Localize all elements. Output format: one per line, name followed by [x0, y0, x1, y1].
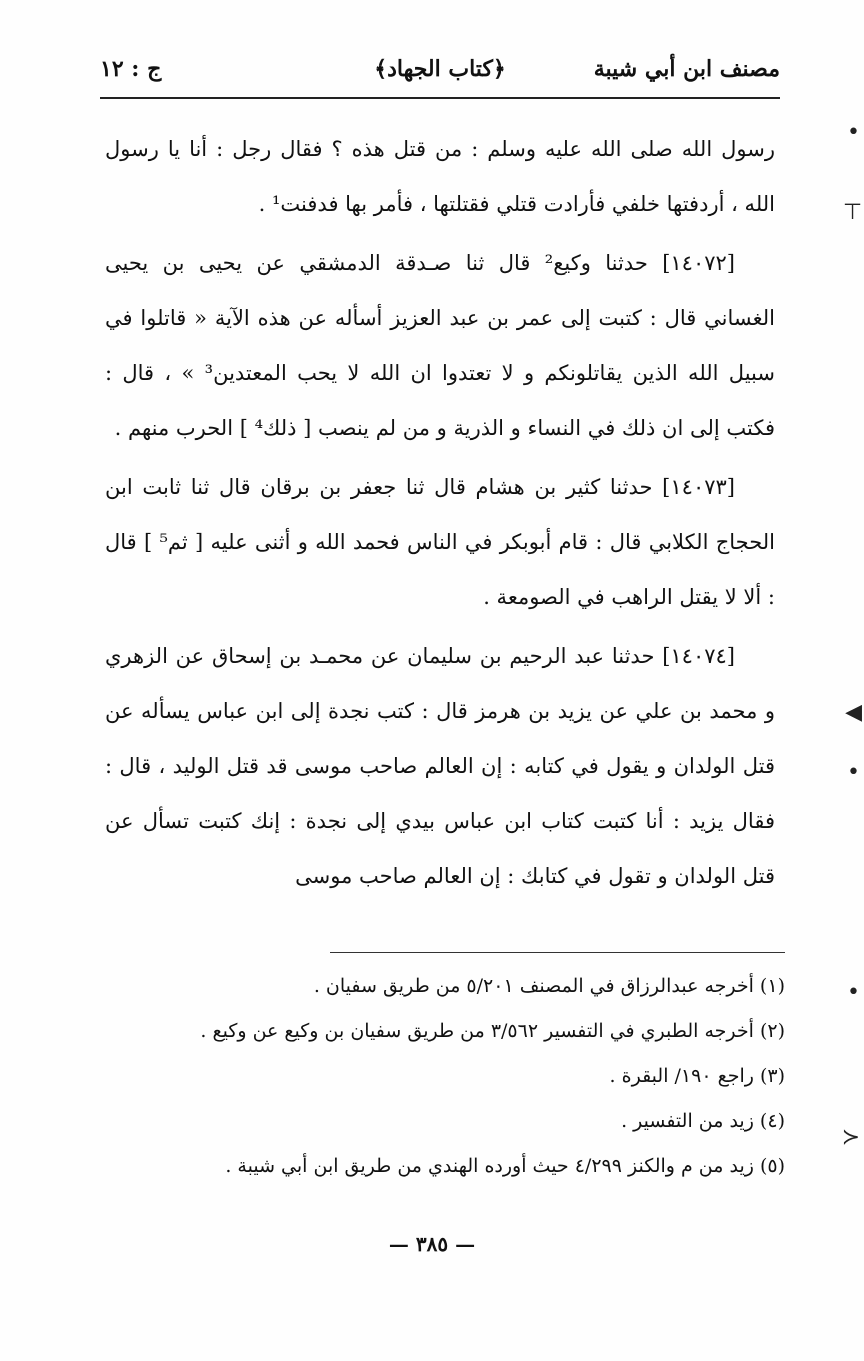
footnote-4: (٤) زيد من التفسير .	[621, 1110, 785, 1132]
chapter-title: ﴿كتاب الجهاد﴾	[374, 56, 506, 82]
margin-tick-mark: ⊤	[842, 200, 862, 225]
margin-dot-mark: •	[847, 120, 860, 145]
main-text	[105, 122, 775, 904]
paragraph-continuation: رسول الله صلى الله عليه وسلم : من قتل هذه ؟ فقال رجل : أنا يا رسول الله ، أردفتها خلفي فأرادت قتلي فقتلتها ، فأمر بها فدفنت¹ .	[105, 137, 775, 216]
hadith-14073: [١٤٠٧٣] حدثنا كثير بن هشام قال ثنا جعفر بن برقان قال ثنا ثابت ابن الحجاج الكلابي قال : قام أبوبكر في الناس فحمد الله و أثنى عليه [ ثم⁵ ] قال : ألا لا يقتل الراهب في الصومعة .	[105, 475, 775, 609]
footnote-1: (١) أخرجه عبدالرزاق في المصنف ٥/٢٠١ من طريق سفيان .	[313, 975, 785, 997]
header-rule	[100, 97, 780, 99]
footnote-2: (٢) أخرجه الطبري في التفسير ٣/٥٦٢ من طريق سفيان بن وكيع عن وكيع .	[200, 1020, 785, 1042]
footnote-5: (٥) زيد من م والكنز ٤/٢٩٩ حيث أورده الهندي من طريق ابن أبي شيبة .	[225, 1155, 785, 1177]
footnote-rule	[330, 952, 785, 953]
margin-dot-mark: •	[847, 760, 860, 785]
margin-arrow-mark: ◀	[845, 700, 862, 725]
book-title: مصنف ابن أبي شيبة	[593, 56, 780, 82]
footnote-3: (٣) راجع ١٩٠/ البقرة .	[609, 1065, 785, 1087]
hadith-14072: [١٤٠٧٢] حدثنا وكيع² قال ثنا صـدقة الدمشقي عن يحيى بن يحيى الغساني قال : كتبت إلى عمر بن عبد العزيز أسأله عن هذه الآية « قاتلوا في سبيل الله الذين يقاتلونكم و لا تعتدوا ان الله لا يحب المعتدين³ » ، قال : فكتب إلى ان ذلك في النساء و الذرية و من لم ينصب [ ذلك⁴ ] الحرب منهم .	[105, 251, 775, 440]
page-number: — ٣٨٥ —	[388, 1232, 476, 1256]
page-header	[100, 52, 780, 96]
footnotes	[105, 964, 785, 1189]
hadith-14074: [١٤٠٧٤] حدثنا عبد الرحيم بن سليمان عن محمـد بن إسحاق عن الزهري و محمد بن علي عن يزيد بن هرمز قال : كتب نجدة إلى ابن عباس يسأله عن قتل الولدان و يقول في كتابه : إن العالم صاحب موسى قد قتل الوليد ، قال : فقال يزيد : أنا كتبت كتاب ابن عباس بيدي إلى نجدة : إنك كتبت تسأل عن قتل الولدان و تقول في كتابك : إن العالم صاحب موسى	[105, 644, 775, 888]
margin-arrow-mark: ≺	[841, 1125, 860, 1150]
volume-number: ج : ١٢	[100, 56, 162, 82]
margin-dot-mark: •	[847, 980, 860, 1005]
